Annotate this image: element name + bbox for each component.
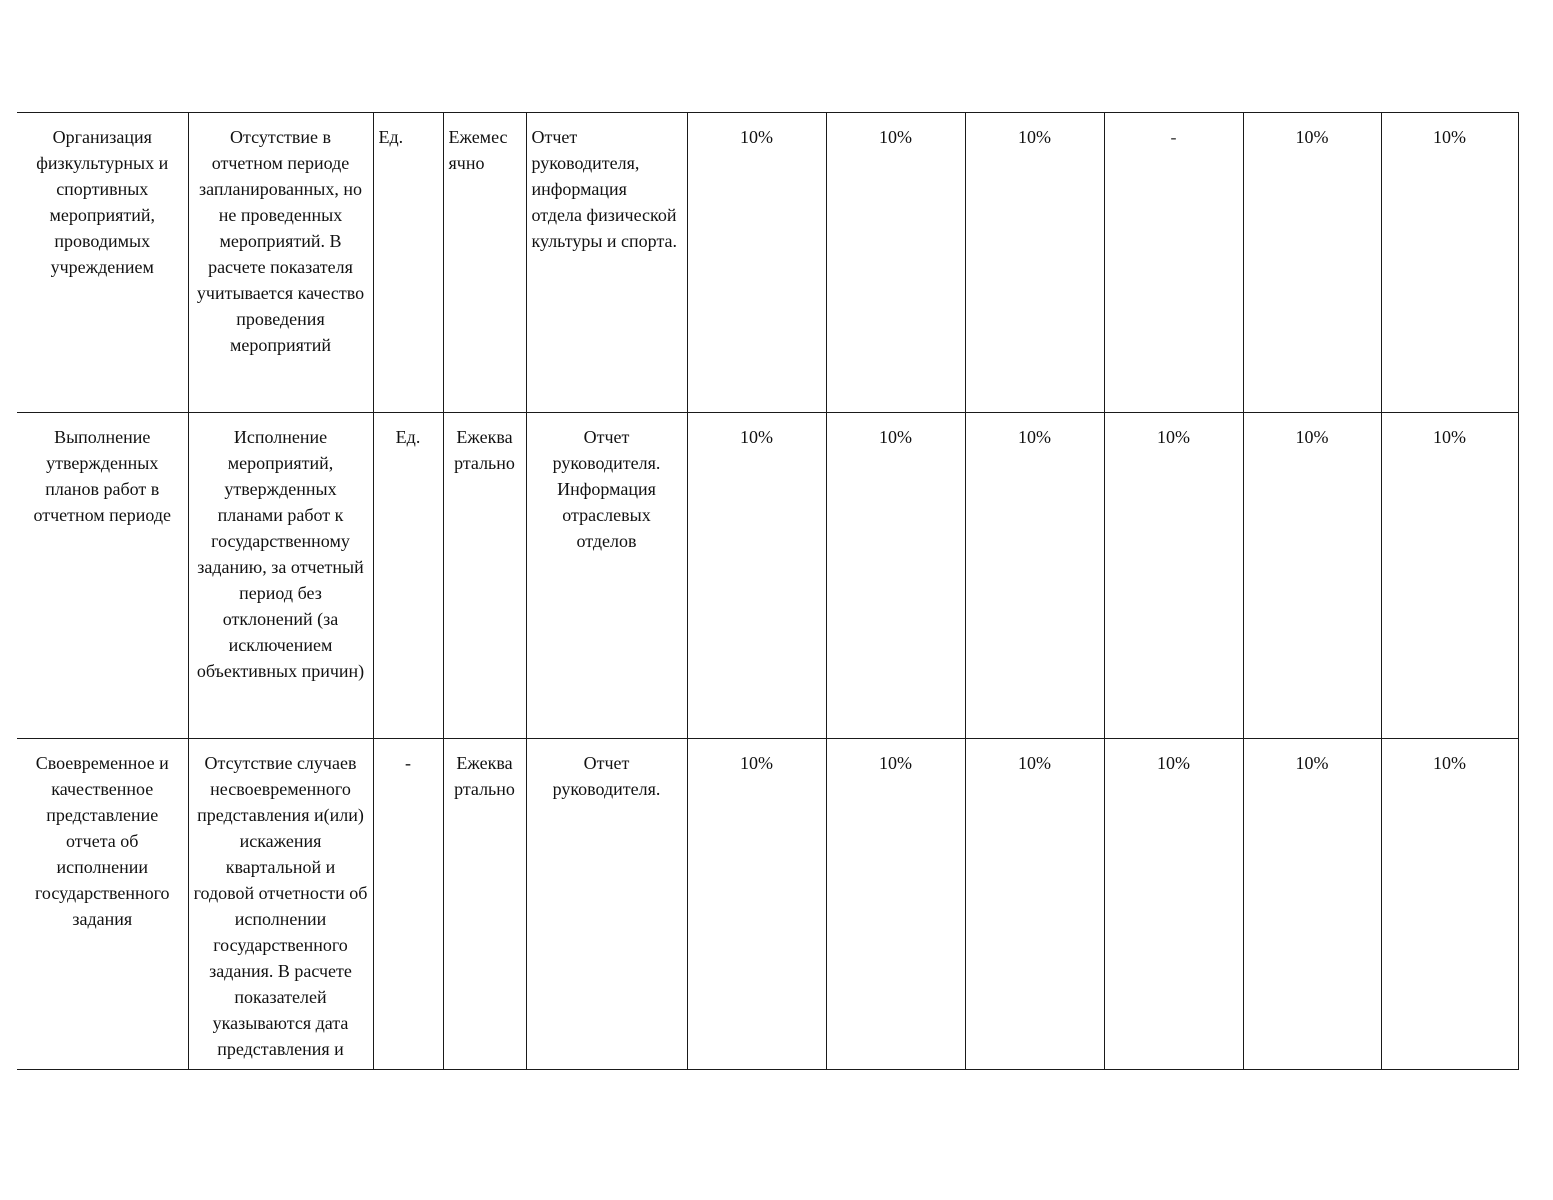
table-row bbox=[17, 413, 1518, 739]
source-cell: Отчет руководителя, информация отдела физической культуры и спорта. bbox=[526, 113, 687, 413]
value-cell: 10% bbox=[1243, 739, 1381, 1070]
value-cell: 10% bbox=[687, 739, 826, 1070]
value-cell: 10% bbox=[826, 739, 965, 1070]
unit-cell: - bbox=[373, 739, 443, 1070]
value-cell: 10% bbox=[1381, 739, 1518, 1070]
frequency-cell: Ежеква ртально bbox=[443, 739, 526, 1070]
table-row bbox=[17, 739, 1518, 1070]
unit-cell: Ед. bbox=[373, 413, 443, 739]
value-cell: 10% bbox=[1104, 413, 1243, 739]
value-cell: 10% bbox=[965, 413, 1104, 739]
unit-cell: Ед. bbox=[373, 113, 443, 413]
value-cell: 10% bbox=[687, 113, 826, 413]
value-cell: 10% bbox=[1381, 413, 1518, 739]
value-cell: 10% bbox=[1104, 739, 1243, 1070]
indicator-cell: Организация физкультурных и спортивных мероприятий, проводимых учреждением bbox=[17, 113, 188, 413]
value-cell: 10% bbox=[965, 739, 1104, 1070]
indicator-cell: Выполнение утвержденных планов работ в отчетном периоде bbox=[17, 413, 188, 739]
source-cell: Отчет руководителя. Информация отраслевых отделов bbox=[526, 413, 687, 739]
value-cell: 10% bbox=[826, 113, 965, 413]
frequency-cell: Ежемес ячно bbox=[443, 113, 526, 413]
source-cell: Отчет руководителя. bbox=[526, 739, 687, 1070]
value-cell: 10% bbox=[965, 113, 1104, 413]
frequency-cell: Ежеква ртально bbox=[443, 413, 526, 739]
value-cell: 10% bbox=[1381, 113, 1518, 413]
value-cell: 10% bbox=[1243, 413, 1381, 739]
indicators-table bbox=[17, 112, 1519, 1070]
value-cell: 10% bbox=[826, 413, 965, 739]
criterion-cell: Исполнение мероприятий, утвержденных планами работ к государственному заданию, за отчетный период без отклонений (за исключением объективных причин) bbox=[188, 413, 373, 739]
value-cell: 10% bbox=[1243, 113, 1381, 413]
table-row bbox=[17, 113, 1518, 413]
value-cell: - bbox=[1104, 113, 1243, 413]
value-cell: 10% bbox=[687, 413, 826, 739]
criterion-cell: Отсутствие случаев несвоевременного представления и(или) искажения квартальной и годовой отчетности об исполнении государственного задания. В расчете показателей указываются дата представления и bbox=[188, 739, 373, 1070]
indicator-cell: Своевременное и качественное представление отчета об исполнении государственного задания bbox=[17, 739, 188, 1070]
criterion-cell: Отсутствие в отчетном периоде запланированных, но не проведенных мероприятий. В расчете показателя учитывается качество проведения мероприятий bbox=[188, 113, 373, 413]
